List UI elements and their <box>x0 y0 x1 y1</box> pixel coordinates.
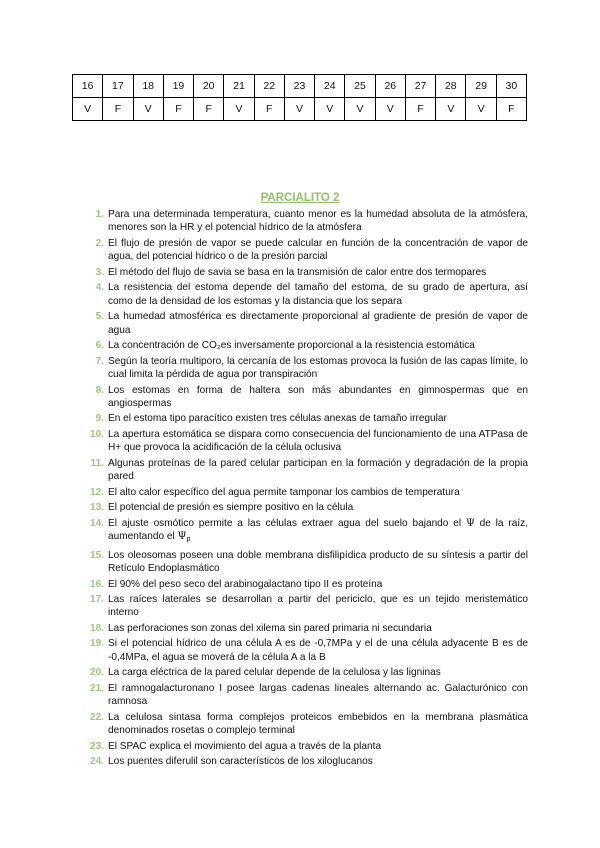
question-item <box>84 486 528 499</box>
question-number: 24. <box>89 756 104 768</box>
question-number: 17. <box>89 594 104 606</box>
question-number-cell: 22 <box>254 75 284 98</box>
question-number-cell: 20 <box>194 75 224 98</box>
question-text: Los estomas en forma de haltera son más abundantes en gimnospermas que en angiospermas <box>108 384 528 409</box>
answer-cell: V <box>436 98 466 121</box>
answer-cell: F <box>194 98 224 121</box>
question-item <box>84 355 528 382</box>
question-number-cell: 17 <box>103 75 133 98</box>
question-number: 13. <box>89 502 104 514</box>
psi-subscript: p <box>186 536 191 544</box>
question-number: 11. <box>90 457 104 469</box>
question-number: 10. <box>89 428 104 440</box>
question-number: 8. <box>95 384 104 396</box>
question-item <box>84 740 528 753</box>
question-item <box>84 637 528 664</box>
question-text: El SPAC explica el movimiento del agua a través de la planta <box>108 740 382 752</box>
answer-cell: V <box>284 98 314 121</box>
answer-cell: V <box>375 98 405 121</box>
question-text: El ramnogalacturonano I posee largas cadenas lineales alternando ac. Galacturónico con ramnosa <box>108 682 528 708</box>
question-item <box>84 281 528 308</box>
question-item <box>84 593 528 620</box>
question-number: 16. <box>89 578 104 590</box>
question-text: Si el potencial hídrico de una célula A es de -0,7MPa y el de una célula adyacente B es de -0,4MPa, el agua se moverá de la célula A a la B <box>108 638 528 663</box>
question-text: Algunas proteínas de la pared celular participan en la formación y degradación de la propia pared <box>108 457 528 483</box>
question-list <box>84 208 528 771</box>
question-number: 14. <box>89 517 104 529</box>
question-text: La humedad atmosférica es directamente proporcional al gradiente de presión de vapor de agua <box>108 311 528 336</box>
question-text: La resistencia del estoma depende del tamaño del estoma, de su grado de apertura, así como de la densidad de los estomas y la distancia que los separa <box>108 282 528 307</box>
answer-cell: V <box>73 98 103 121</box>
question-number: 12. <box>89 486 104 498</box>
question-item <box>84 266 528 279</box>
question-text: La celulosa sintasa forma complejos proteicos embebidos en la membrana plasmática denominados rosetas o complejo terminal <box>108 711 528 737</box>
question-number-cell: 16 <box>73 75 103 98</box>
question-text: Los puentes diferulil son característicos de los xiloglucanos <box>108 756 373 768</box>
question-number: 2. <box>95 237 104 249</box>
question-number-cell: 18 <box>133 75 163 98</box>
question-item <box>84 384 528 411</box>
question-number-cell: 21 <box>224 75 254 98</box>
question-text: El método del flujo de savia se basa en la transmisión de calor entre dos termopares <box>108 266 487 278</box>
question-text: Los oleosomas poseen una doble membrana disfilipídica producto de su síntesis a partir del Retículo Endoplasmático <box>108 549 528 575</box>
question-text: Para una determinada temperatura, cuanto menor es la humedad absoluta de la atmósfera, menores son la HR y el potencial hídrico de la atmósfera <box>108 209 528 234</box>
question-number: 1. <box>95 209 104 220</box>
answer-cell: F <box>254 98 284 121</box>
question-number-cell: 29 <box>466 75 496 98</box>
question-number-cell: 24 <box>315 75 345 98</box>
question-text: El ajuste osmótico permite a las células extraer agua del suelo bajando el <box>108 517 462 529</box>
question-number: 22. <box>89 711 104 723</box>
answer-cell: V <box>315 98 345 121</box>
question-text: La concentración de CO₂es inversamente proporcional a la resistencia estomática <box>108 340 475 352</box>
question-number: 4. <box>95 282 104 294</box>
question-item <box>84 666 528 679</box>
question-text: La carga eléctrica de la pared celular depende de la celulosa y las ligninas <box>108 667 441 679</box>
question-text: Las raíces laterales se desarrollan a partir del periciclo, que es un tejido meristemático interno <box>108 594 528 619</box>
question-item <box>84 428 528 455</box>
question-text: Las perforaciones son zonas del xilema sin pared primaria ni secundaria <box>108 622 432 634</box>
question-item <box>84 457 528 484</box>
answer-cell: V <box>466 98 496 121</box>
question-number: 18. <box>89 622 104 634</box>
answer-cell: V <box>224 98 254 121</box>
question-number-cell: 26 <box>375 75 405 98</box>
question-text: El alto calor específico del agua permite tamponar los cambios de temperatura <box>108 486 460 498</box>
question-number-cell: 23 <box>284 75 314 98</box>
question-item <box>84 711 528 738</box>
answer-table <box>72 74 527 121</box>
question-item <box>84 549 528 576</box>
question-item <box>84 755 528 768</box>
section-title: PARCIALITO 2 <box>260 192 340 204</box>
answer-table-number-row <box>73 75 527 98</box>
question-item <box>84 682 528 709</box>
question-text: En el estoma tipo paracítico existen tres células anexas de tamaño irregular <box>108 413 447 425</box>
question-item <box>84 237 528 264</box>
question-item <box>84 310 528 337</box>
answer-cell: F <box>496 98 526 121</box>
question-number-cell: 25 <box>345 75 375 98</box>
question-text: Según la teoría multiporo, la cercanía de los estomas provoca la fusión de las capas límite, lo cual limita la pérdida de agua por transpiración <box>108 355 528 381</box>
psi-symbol: Ψ <box>177 531 187 543</box>
question-text: El 90% del peso seco del arabinogalactano tipo II es proteína <box>108 578 383 590</box>
question-text: El flujo de presión de vapor se puede calcular en función de la concentración de vapor de agua, del potencial hídrico o de la presión parcial <box>108 237 528 263</box>
question-item <box>84 517 528 547</box>
question-item <box>84 339 528 352</box>
answer-cell: F <box>103 98 133 121</box>
answer-table-answer-row <box>73 98 527 121</box>
psi-symbol: Ψ <box>465 517 475 529</box>
question-text: La apertura estomática se dispara como consecuencia del funcionamiento de una ATPasa de H+ que provoca la acidificación de la célula oclusiva <box>108 428 528 454</box>
question-number: 23. <box>89 740 104 752</box>
question-number-cell: 19 <box>163 75 193 98</box>
question-number-cell: 30 <box>496 75 526 98</box>
question-item <box>84 208 528 235</box>
question-number: 7. <box>95 355 104 367</box>
question-number: 5. <box>95 311 104 323</box>
question-text-continued: de la raíz, aumentando el <box>108 517 528 543</box>
answer-cell: V <box>345 98 375 121</box>
question-number: 9. <box>95 413 104 425</box>
question-number: 20. <box>89 667 104 679</box>
question-number: 21. <box>89 682 104 694</box>
question-text: El potencial de presión es siempre positivo en la célula <box>108 502 354 514</box>
question-item <box>84 412 528 425</box>
question-item <box>84 578 528 591</box>
question-item <box>84 622 528 635</box>
answer-cell: F <box>405 98 435 121</box>
question-number: 19. <box>89 638 104 650</box>
question-number: 15. <box>89 549 104 561</box>
answer-cell: F <box>163 98 193 121</box>
answer-cell: V <box>133 98 163 121</box>
question-number-cell: 27 <box>405 75 435 98</box>
question-number: 6. <box>95 340 104 352</box>
question-number-cell: 28 <box>436 75 466 98</box>
question-item <box>84 501 528 514</box>
question-number: 3. <box>95 266 104 278</box>
